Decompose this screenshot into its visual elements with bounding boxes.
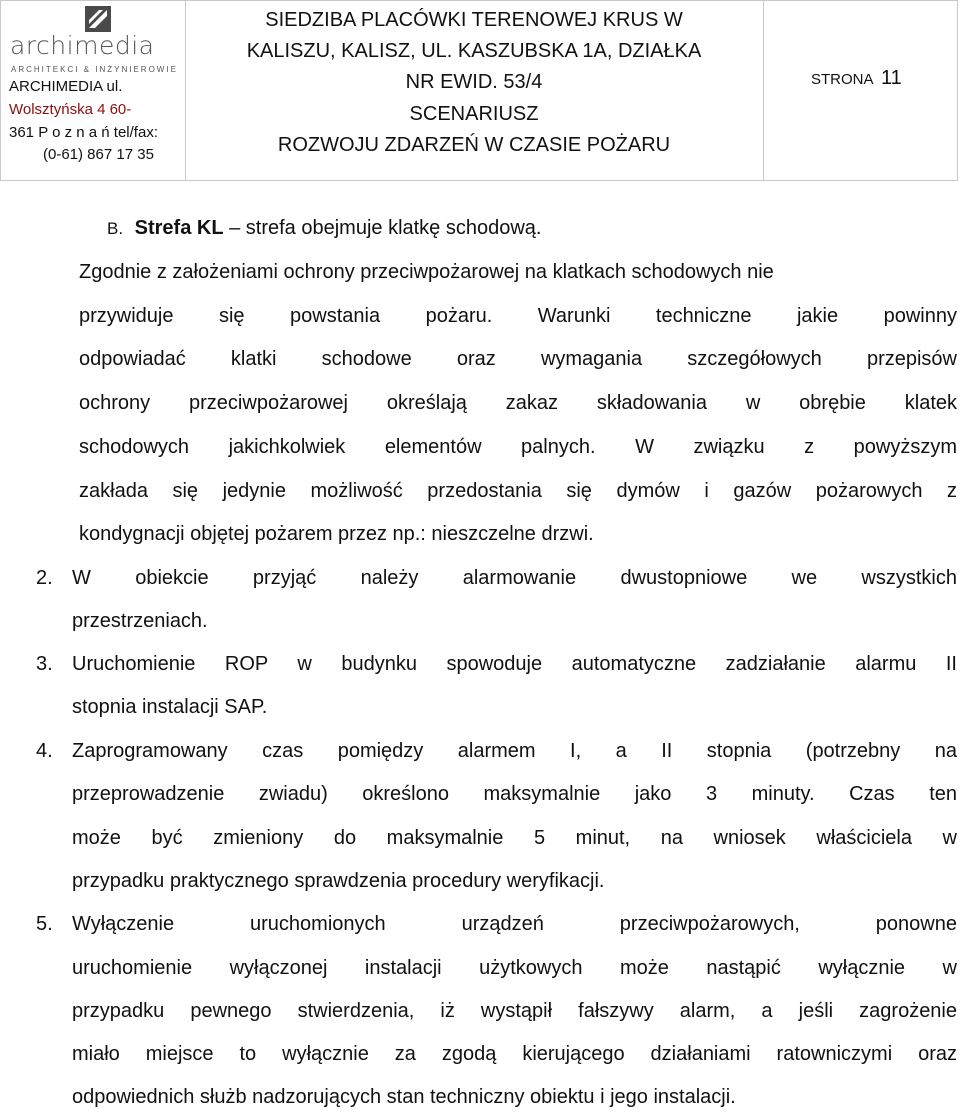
title-line: NR EWID. 53/4 [405,71,543,93]
paragraph-line: ochrony przeciwpożarowej określają zakaz składowania w obrębie klatek [79,392,957,414]
paragraph-line: przywiduje się powstania pożaru. Warunki techniczne jakie powinny [79,305,957,327]
title-top [185,5,763,98]
page-indicator [763,1,958,181]
title-line: KALISZU, KALISZ, UL. KASZUBSKA 1A, DZIAŁKA [246,40,702,62]
logo-icon [85,6,111,32]
section-subtitle: – strefa obejmuje klatkę schodową. [223,217,542,239]
list-item-line: odpowiednich służb nadzorujących stan techniczny obiektu i jego instalacji. [72,1086,736,1108]
title-line: SIEDZIBA PLACÓWKI TERENOWEJ KRUS W [265,9,683,31]
list-item-line: Zaprogramowany czas pomiędzy alarmem I, a II stopnia (potrzebny na [72,740,957,762]
address-line: 361 P o z n a ń tel/fax: [9,124,158,141]
list-item-line: przestrzeniach. [72,610,208,632]
page-number: 11 [881,67,902,89]
title-bottom [185,99,763,161]
list-number: 4. [36,740,53,762]
list-number: 2. [36,567,53,589]
paragraph-line: odpowiadać klatki schodowe oraz wymagania szczegółowych przepisów [79,348,957,370]
logo-tagline: ARCHITEKCI & INŻYNIEROWIE [11,65,178,74]
logo-wordmark: archimedia [10,31,155,60]
address-line: (0-61) 867 17 35 [43,146,154,163]
paragraph-line: kondygnacji objętej pożarem przez np.: nieszczelne drzwi. [79,523,594,545]
section-heading [107,217,541,240]
title-line: SCENARIUSZ [409,103,539,125]
address-line: Wolsztyńska 4 60- [9,101,132,118]
address-line: ARCHIMEDIA ul. [9,78,123,95]
list-item-line: może być zmieniony do maksymalnie 5 minut, na wniosek właściciela w [72,827,957,849]
page-label: STRONA [811,71,874,88]
list-number: 3. [36,653,53,675]
list-item-line: W obiekcie przyjąć należy alarmowanie dwustopniowe we wszystkich [72,567,957,589]
page-header [0,0,958,181]
list-item-line: Uruchomienie ROP w budynku spowoduje automatyczne zadziałanie alarmu II [72,653,957,675]
list-item-line: Wyłączenie uruchomionych urządzeń przeciwpożarowych, ponowne [72,913,957,935]
list-number: 5. [36,913,53,935]
title-line: ROZWOJU ZDARZEŃ W CZASIE POŻARU [277,134,671,156]
list-item-line: przeprowadzenie zwiadu) określono maksymalnie jako 3 minuty. Czas ten [72,783,957,805]
company-block [1,1,186,181]
list-item-line: przypadku praktycznego sprawdzenia procedury weryfikacji. [72,870,605,892]
list-item-line: przypadku pewnego stwierdzenia, iż wystąpił fałszywy alarm, a jeśli zagrożenie [72,1000,957,1022]
paragraph-line: zakłada się jedynie możliwość przedostania się dymów i gazów pożarowych z [79,480,957,502]
list-item-line: stopnia instalacji SAP. [72,696,268,718]
list-item-line: miało miejsce to wyłącznie za zgodą kierującego działaniami ratowniczymi oraz [72,1043,957,1065]
document-title [185,1,764,181]
paragraph-line: Zgodnie z założeniami ochrony przeciwpożarowej na klatkach schodowych nie [79,261,774,283]
list-item-line: uruchomienie wyłączonej instalacji użytkowych może nastąpić wyłącznie w [72,957,957,979]
paragraph-line: schodowych jakichkolwiek elementów palnych. W związku z powyższym [79,436,957,458]
section-marker: B. [107,219,124,238]
section-title: Strefa KL [134,217,224,239]
